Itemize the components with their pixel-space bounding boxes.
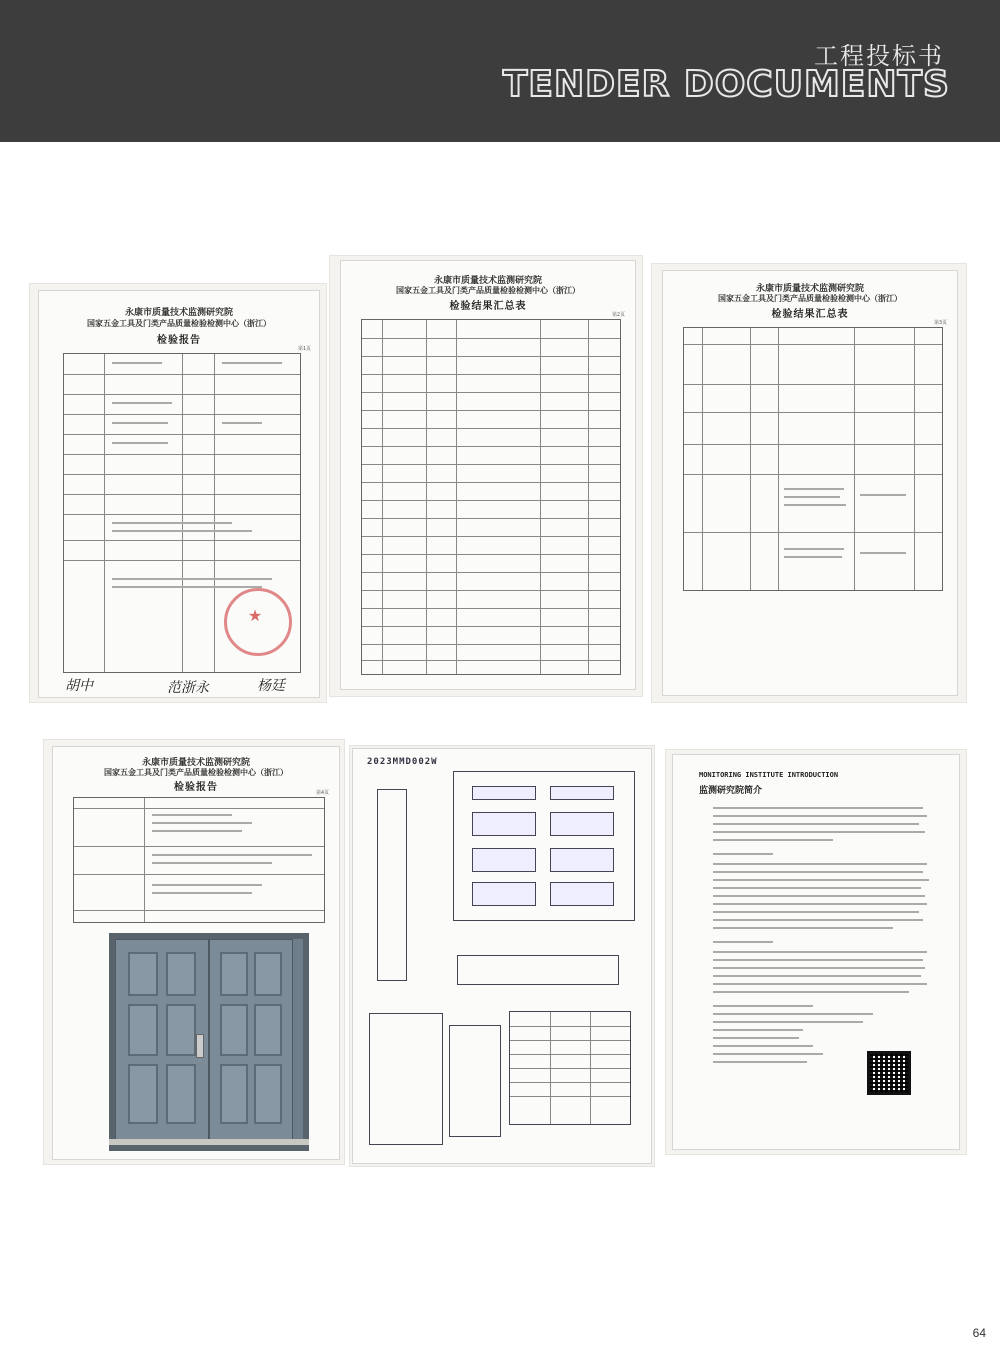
report1-paper — [38, 290, 320, 698]
drawing-side-section — [377, 789, 407, 981]
intro-title-cn: 监测研究院简介 — [699, 786, 763, 796]
summary1-center: 国家五金工具及门类产品质量检验检测中心（浙江） — [396, 286, 580, 295]
summary1-page: 第2页 — [611, 312, 625, 318]
report2-institute: 永康市质量技术监测研究院 — [141, 758, 250, 768]
scan-technical-drawing — [350, 746, 654, 1166]
report1-title: 检验报告 — [157, 335, 201, 346]
report1-signature-1: 胡中 — [65, 678, 93, 694]
report2-page: 第4页 — [315, 790, 329, 796]
drawing-detail-1 — [369, 1013, 443, 1145]
page-number: 64 — [972, 1326, 986, 1340]
drawing-detail-2 — [449, 1025, 501, 1137]
header-title-en: TENDER DOCUMENTS — [502, 64, 950, 105]
drawing-plan-section — [457, 955, 619, 985]
summary2-institute: 永康市质量技术监测研究院 — [755, 284, 864, 294]
report2-center: 国家五金工具及门类产品质量检验检测中心（浙江） — [104, 768, 288, 777]
intro-qr-code — [867, 1051, 911, 1095]
report1-table: ★ — [63, 353, 301, 673]
summary2-page: 第3页 — [933, 320, 947, 326]
report2-paper — [52, 746, 340, 1160]
intro-paper — [672, 754, 960, 1150]
scan-inspection-report-2 — [44, 740, 344, 1164]
summary1-title: 检验结果汇总表 — [449, 301, 527, 312]
report1-page: 第1页 — [297, 346, 311, 352]
summary1-table — [361, 319, 621, 675]
scan-results-summary-1 — [330, 256, 642, 696]
scan-inspection-report-1 — [30, 284, 326, 702]
drawing-paper — [352, 748, 652, 1164]
report1-center: 国家五金工具及门类产品质量检验检测中心（浙江） — [87, 319, 271, 328]
scan-institute-introduction — [666, 750, 966, 1154]
door-photo — [109, 933, 309, 1151]
report1-institute: 永康市质量技术监测研究院 — [124, 308, 233, 318]
intro-title-en: MONITORING INSTITUTE INTRODUCTION — [699, 771, 839, 779]
summary2-title: 检验结果汇总表 — [771, 309, 849, 320]
summary1-institute: 永康市质量技术监测研究院 — [433, 276, 542, 286]
report1-signature-2: 范浙永 — [167, 680, 209, 696]
summary2-table — [683, 327, 943, 591]
drawing-front-elevation — [453, 771, 635, 921]
summary2-center: 国家五金工具及门类产品质量检验检测中心（浙江） — [718, 294, 902, 303]
summary2-paper — [662, 270, 958, 696]
drawing-title-block — [509, 1011, 631, 1125]
report2-title: 检验报告 — [174, 782, 218, 793]
header-title-cn: 工程投标书 — [814, 42, 944, 70]
drawing-code: 2023MMD002W — [367, 757, 438, 767]
header-band — [0, 0, 1000, 142]
summary1-paper — [340, 260, 636, 690]
report2-table — [73, 797, 325, 923]
scan-results-summary-2 — [652, 264, 966, 702]
report1-signature-3: 杨廷 — [257, 678, 285, 694]
